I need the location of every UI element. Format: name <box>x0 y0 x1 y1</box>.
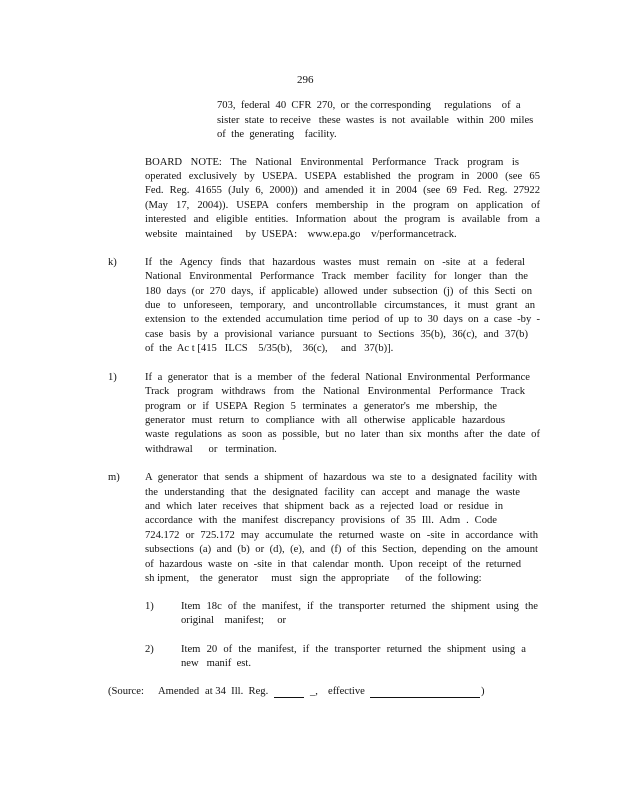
board-note-line: BOARD NOTE: The National Environmental Performance Track program is <box>145 157 519 168</box>
section-line: program or if USEPA Region 5 terminates a generator's me mbership, the <box>145 401 497 412</box>
source-open: (Source: <box>108 686 144 697</box>
board-note-line: Fed. Reg. 41655 (July 6, 2000)) and amended it in 2004 (see 69 Fed. Reg. 27922 <box>145 185 540 196</box>
section-line: extension to the extended accumulation time period of up to 30 days on a case -by - <box>145 314 540 325</box>
section-line: If a generator that is a member of the federal National Environmental Performance <box>145 372 530 383</box>
section-line: generator must return to compliance with all otherwise applicable hazardous <box>145 415 505 426</box>
section-line: waste regulations as soon as possible, but no later than six months after the date of <box>145 429 540 440</box>
board-note-line: website maintained by USEPA: www.epa.go v/performancetrack. <box>145 229 457 240</box>
effective-date-blank <box>370 688 480 698</box>
section-label: k) <box>108 257 117 268</box>
item-line: new manif est. <box>181 658 252 669</box>
section-line: and which later receives that shipment back as a rejected load or residue in <box>145 501 503 512</box>
section-line: case basis by a provisional variance pursuant to Sections 35(b), 36(c), and 37(b) <box>145 329 528 340</box>
board-note-line: interested and eligible entities. Information about the program is available from a <box>145 214 540 225</box>
section-line: withdrawal or termination. <box>145 444 277 455</box>
section-line: If the Agency finds that hazardous wastes must remain on -site at a federal <box>145 257 525 268</box>
page-number: 296 <box>297 74 314 86</box>
section-line: due to unforeseen, temporary, and uncontrollable circumstances, it must grant an <box>145 300 535 311</box>
item-line: Item 18c of the manifest, if the transporter returned the shipment using the <box>181 601 538 612</box>
section-line: A generator that sends a shipment of hazardous wa ste to a designated facility with <box>145 472 537 483</box>
section-line: the understanding that the designated facility can accept and manage the waste <box>145 487 520 498</box>
board-note-line: operated exclusively by USEPA. USEPA established the program in 2000 (see 65 <box>145 171 540 182</box>
continuation-line: of the generating facility. <box>217 129 337 140</box>
section-line: of the Ac t [415 ILCS 5/35(b), 36(c), and 37(b)]. <box>145 343 394 354</box>
continuation-line: 703, federal 40 CFR 270, or the corresponding regulations of a <box>217 100 521 111</box>
section-label: 1) <box>108 372 117 383</box>
source-amended: Amended <box>158 686 200 697</box>
item-line: original manifest; or <box>181 615 287 626</box>
section-line: subsections (a) and (b) or (d), (e), and (f) of this Section, depending on the amount <box>145 544 538 555</box>
board-note-line: (May 17, 2004)). USEPA confers membership in the program on application of <box>145 200 540 211</box>
source-reg: at 34 Ill. Reg. <box>205 686 269 697</box>
section-line: of hazardous waste on -site in that calendar month. Upon receipt of the returned <box>145 559 521 570</box>
continuation-line: sister state to receive these wastes is not available within 200 miles <box>217 115 534 126</box>
item-label: 2) <box>145 644 154 655</box>
section-line: 180 days (or 270 days, if applicable) allowed under subsection (j) of this Secti on <box>145 286 532 297</box>
source-close: ) <box>481 686 485 697</box>
item-line: Item 20 of the manifest, if the transporter returned the shipment using a <box>181 644 526 655</box>
item-label: 1) <box>145 601 154 612</box>
section-line: sh ipment, the generator must sign the appropriate of the following: <box>145 573 482 584</box>
source-sep: _, <box>310 686 318 697</box>
section-line: 724.172 or 725.172 may accumulate the returned waste on -site in accordance with <box>145 530 538 541</box>
reg-page-blank <box>274 688 304 698</box>
section-line: Track program withdraws from the National Environmental Performance Track <box>145 386 525 397</box>
section-line: accordance with the manifest discrepancy provisions of 35 Ill. Adm . Code <box>145 515 497 526</box>
section-line: National Environmental Performance Track member facility for longer than the <box>145 271 528 282</box>
source-effective: effective <box>328 686 365 697</box>
section-label: m) <box>108 472 120 483</box>
